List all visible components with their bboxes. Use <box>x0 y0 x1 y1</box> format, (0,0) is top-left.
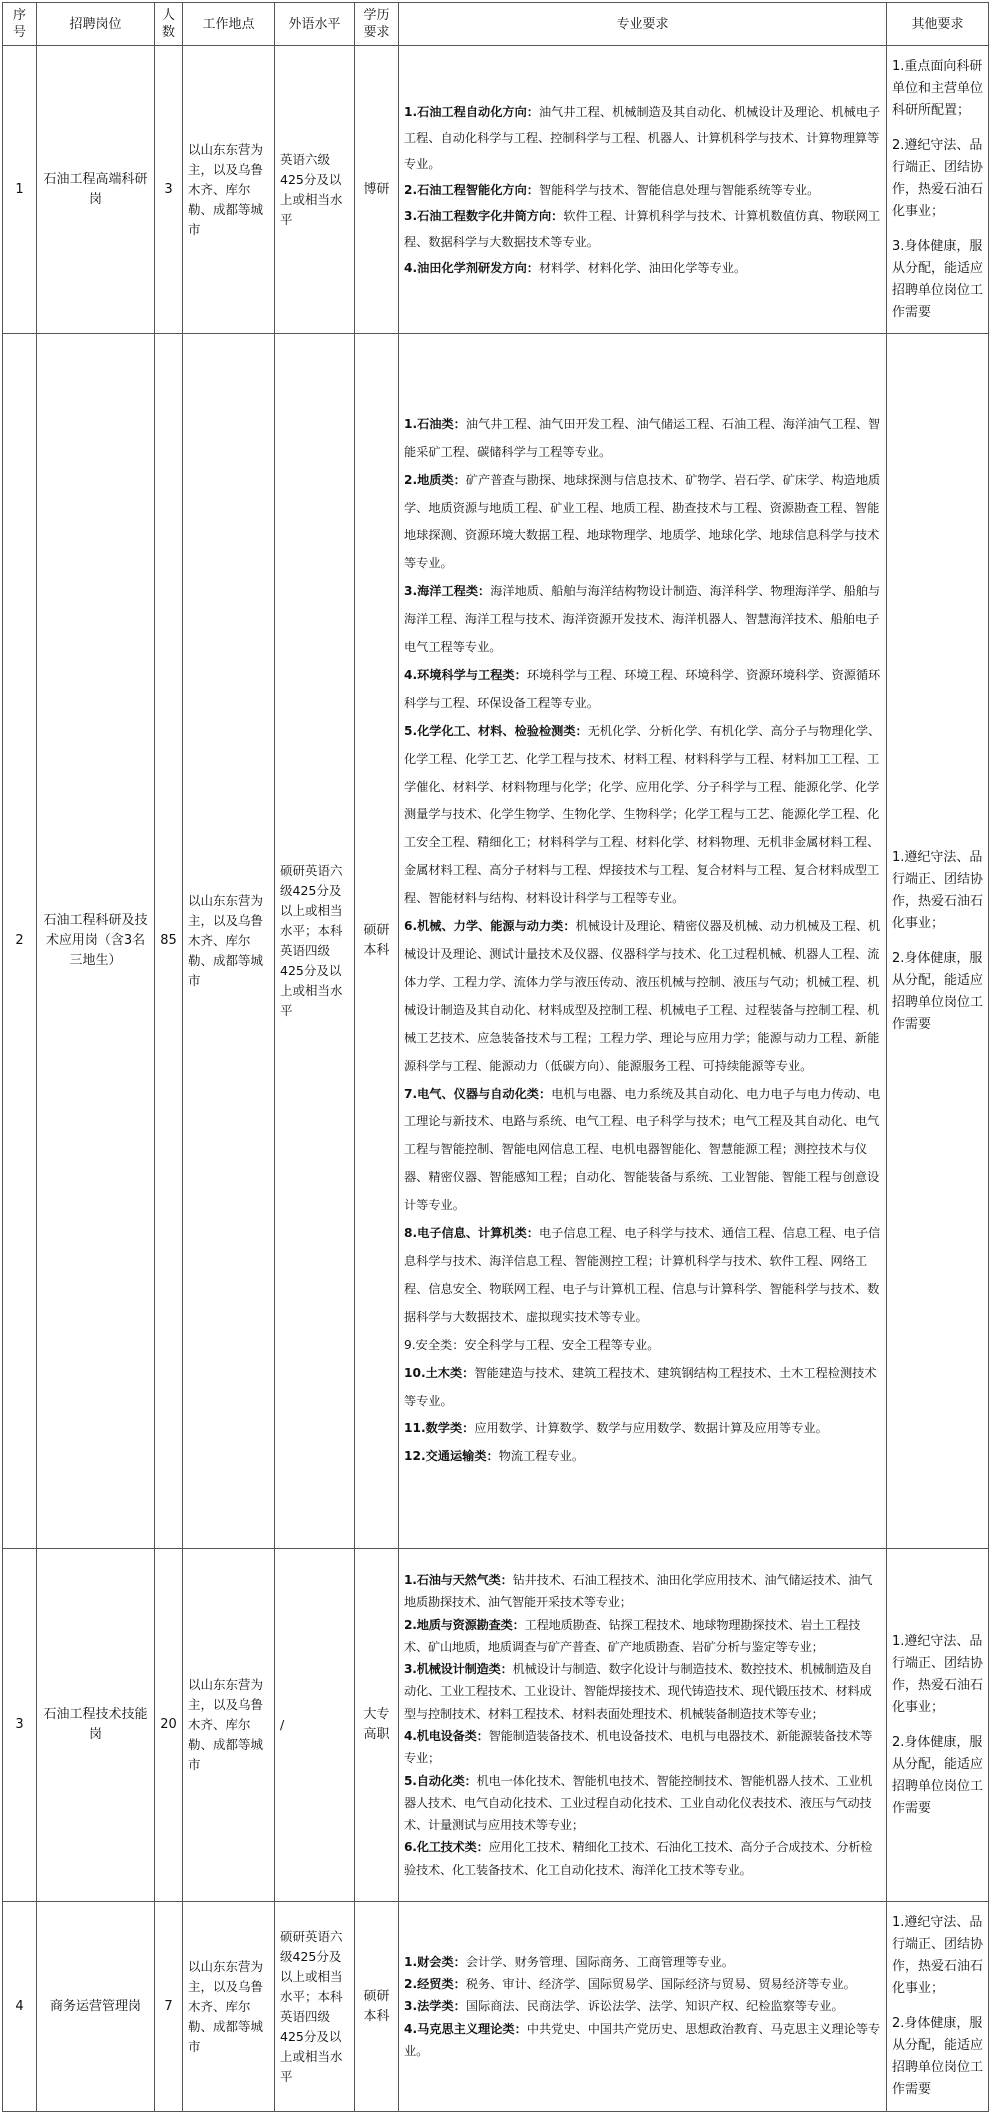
location-cell: 以山东东营为主，以及乌鲁木齐、库尔勒、成都等城市 <box>183 334 275 1549</box>
major-list: 应用化工技术、精细化工技术、石油化工技术、高分子合成技术、分析检验技术、化工装备技术、化工自动化技术、海洋化工技术等专业。 <box>404 1840 873 1877</box>
header-row <box>3 3 989 46</box>
table-row <box>3 1902 989 2112</box>
major-list: 国际商法、民商法学、诉讼法学、法学、知识产权、纪检监察等专业。 <box>465 1999 844 2014</box>
major-requirements-cell <box>399 1549 887 1902</box>
table-row <box>3 46 989 334</box>
major-category: 4.机电设备类： <box>404 1729 489 1743</box>
major-list: 无机化学、分析化学、有机化学、高分子与物理化学、化学工程、化学工艺、化学工程与技术、材料工程、材料科学与工程、材料加工工程、工学催化、材料学、材料物理与化学；化学、应用化学、分子科学与工程、能源化学、化学测量学与技术、化学生物学、生物化学、生物科学；化学工程与工艺、能源化学工程、化工安全工程、精细化工；材料科学与工程、材料化学、材料物理、无机非金属材料工程、金属材料工程、高分子材料与工程、焊接技术与工程、复合材料与工程、复合材料成型工程、智能材料与结构、材料设计科学与工程等专业。 <box>404 723 881 906</box>
major-list: 电机与电器、电力系统及其自动化、电力电子与电力传动、电工理论与新技术、电路与系统、电气工程、电子科学与技术；电气工程及其自动化、电气工程与智能控制、智能电网信息工程、电机电器智能化、智慧能源工程；测控技术与仪器、精密仪器、智能感知工程；自动化、智能装备与系统、工业智能、智能工程与创意设计等专业。 <box>404 1086 881 1213</box>
major-category: 6.化工技术类： <box>404 1840 489 1855</box>
other-requirement: 2.身体健康，服从分配，能适应招聘单位岗位工作需要 <box>892 2016 984 2097</box>
major-item <box>404 1332 881 1360</box>
major-item <box>404 1658 881 1725</box>
major-category: 4.马克思主义理论类： <box>404 2021 527 2036</box>
major-item <box>404 1770 881 1837</box>
major-list: 机械设计及理论、精密仪器及机械、动力机械及工程、机械设计及理论、测试计量技术及仪器、仪器科学与技术、化工过程机械、机器人工程、流体力学、工程力学、流体力学与液压传动、液压机械与控制、液压与气动；机械工程、机械设计制造及其自动化、材料成型及控制工程、机械电子工程、过程装备与控制工程、机械工艺技术、应急装备技术与工程；工程力学、理论与应用力学；能源与动力工程、新能源科学与工程、能源动力（低碳方向）、能源服务工程、可持续能源等专业。 <box>404 919 881 1073</box>
major-category: 4.环境科学与工程类： <box>404 667 527 682</box>
other-requirement: 2.遵纪守法、品行端正、团结协作，热爱石油石化事业； <box>892 137 984 219</box>
major-item <box>404 1836 881 1881</box>
major-category: 5.化学化工、材料、检验检测类： <box>404 723 588 738</box>
major-list: 油气井工程、机械制造及其自动化、机械设计及理论、机械电子工程、自动化科学与工程、控制科学与工程、机器人、计算机科学与技术、计算物理算等专业。 <box>404 104 881 171</box>
major-list: 智能科学与技术、智能信息处理与智能系统等专业。 <box>539 182 820 197</box>
header-language: 外语水平 <box>275 3 355 46</box>
major-list: 海洋地质、船舶与海洋结构物设计制造、海洋科学、物理海洋学、船舶与海洋工程、海洋工程与技术、海洋资源开发技术、海洋机器人、智慧海洋技术、船舶电子电气工程等专业。 <box>404 584 881 655</box>
major-item <box>404 662 881 718</box>
header-education: 学历要求 <box>355 3 399 46</box>
table-row <box>3 334 989 1549</box>
major-list: 智能建造与技术、建筑工程技术、建筑钢结构工程技术、土木工程检测技术等专业。 <box>404 1365 877 1408</box>
major-list: 油气井工程、油气田开发工程、油气储运工程、石油工程、海洋油气工程、智能采矿工程、碳储科学与工程等专业。 <box>404 416 881 459</box>
major-category: 6.机械、力学、能源与动力类： <box>404 919 576 934</box>
major-category: 11.数学类： <box>404 1421 475 1436</box>
count-cell: 3 <box>155 46 183 334</box>
major-category: 5.自动化类： <box>404 1773 477 1788</box>
major-category: 2.石油工程智能化方向： <box>404 182 539 197</box>
major-item <box>404 2018 881 2063</box>
other-requirements-cell <box>887 1902 989 2112</box>
header-other: 其他要求 <box>887 3 989 46</box>
major-list: 9.安全类：安全科学与工程、安全工程等专业。 <box>404 1337 660 1352</box>
row-number: 1 <box>3 46 37 334</box>
major-category: 3.机械设计制造类： <box>404 1662 513 1677</box>
other-requirement: 2.身体健康，服从分配，能适应招聘单位岗位工作需要 <box>892 1734 984 1816</box>
location-cell: 以山东东营为主，以及乌鲁木齐、库尔勒、成都等城市 <box>183 46 275 334</box>
major-category: 3.海洋工程类： <box>404 584 491 599</box>
major-list: 会计学、财务管理、国际商务、工商管理等专业。 <box>465 1954 734 1969</box>
count-cell: 7 <box>155 1902 183 2112</box>
major-requirements-cell <box>399 46 887 334</box>
major-item <box>404 1081 881 1221</box>
major-category: 3.法学类： <box>404 1999 466 2014</box>
major-list: 环境科学与工程、环境工程、环境科学、资源环境科学、资源循环科学与工程、环保设备工程等专业。 <box>404 667 881 710</box>
position-cell: 石油工程科研及技术应用岗（含3名三地生） <box>37 334 155 1549</box>
major-category: 1.财会类： <box>404 1954 466 1969</box>
other-requirement: 2.身体健康，服从分配，能适应招聘单位岗位工作需要 <box>892 950 984 1032</box>
other-requirements-cell <box>887 334 989 1549</box>
recruitment-table <box>2 2 989 2112</box>
major-item <box>404 1569 881 1614</box>
major-item <box>404 578 881 662</box>
major-list: 应用数学、计算数学、数学与应用数学、数据计算及应用等专业。 <box>474 1421 828 1436</box>
major-item <box>404 1415 881 1443</box>
major-list: 矿产普查与勘探、地球探测与信息技术、矿物学、岩石学、矿床学、构造地质学、地质资源与地质工程、矿业工程、地质工程、勘查技术与工程、资源勘查工程、智能地球探测、资源环境大数据工程、地球物理学、地质学、地球化学、地球信息科学与技术等专业。 <box>404 472 881 571</box>
major-list: 智能制造装备技术、机电设备技术、电机与电器技术、新能源装备技术等专业； <box>404 1729 873 1766</box>
language-cell: 硕研英语六级425分及以上或相当水平；本科英语四级425分及以上或相当水平 <box>275 334 355 1549</box>
major-item <box>404 177 881 203</box>
major-category: 12.交通运输类： <box>404 1449 499 1464</box>
major-list: 机械设计与制造、数字化设计与制造技术、数控技术、机械制造及自动化、工业工程技术、工业设计、智能焊接技术、现代铸造技术、现代锻压技术、材料成型与控制技术、材料工程技术、材料表面处理技术、机械装备制造技术等专业； <box>404 1662 873 1721</box>
other-requirement: 1.遵纪守法、品行端正、团结协作，热爱石油石化事业； <box>892 849 984 931</box>
header-major: 专业要求 <box>399 3 887 46</box>
position-cell: 石油工程高端科研岗 <box>37 46 155 334</box>
row-number: 2 <box>3 334 37 1549</box>
major-item <box>404 1973 881 1995</box>
education-cell: 大专高职 <box>355 1549 399 1902</box>
language-cell: / <box>275 1549 355 1902</box>
major-requirements-cell <box>399 334 887 1549</box>
major-list: 材料学、材料化学、油田化学等专业。 <box>539 260 747 275</box>
row-number: 3 <box>3 1549 37 1902</box>
major-category: 2.经贸类： <box>404 1977 466 1992</box>
other-requirement: 3.身体健康，服从分配，能适应招聘单位岗位工作需要 <box>892 238 984 320</box>
row-number: 4 <box>3 1902 37 2112</box>
table-row <box>3 1549 989 1902</box>
major-category: 1.石油与天然气类： <box>404 1572 513 1587</box>
major-category: 2.地质类： <box>404 472 466 487</box>
major-list: 物流工程专业。 <box>498 1449 585 1464</box>
major-item <box>404 1951 881 1973</box>
major-category: 3.石油工程数字化井筒方向： <box>404 208 564 223</box>
major-item <box>404 1995 881 2017</box>
major-category: 7.电气、仪器与自动化类： <box>404 1086 552 1101</box>
major-requirements-cell <box>399 1902 887 2112</box>
other-requirement: 1.遵纪守法、品行端正、团结协作，热爱石油石化事业； <box>892 1633 984 1715</box>
major-item <box>404 411 881 467</box>
major-item <box>404 1360 881 1416</box>
major-item <box>404 255 881 281</box>
major-item <box>404 1725 881 1770</box>
header-location: 工作地点 <box>183 3 275 46</box>
major-item <box>404 99 881 177</box>
education-cell: 博研 <box>355 46 399 334</box>
location-cell: 以山东东营为主，以及乌鲁木齐、库尔勒、成都等城市 <box>183 1549 275 1902</box>
count-cell: 85 <box>155 334 183 1549</box>
major-category: 10.土木类： <box>404 1365 475 1380</box>
major-item <box>404 203 881 255</box>
header-position: 招聘岗位 <box>37 3 155 46</box>
major-category: 2.地质与资源勘查类： <box>404 1617 525 1632</box>
header-count: 人数 <box>155 3 183 46</box>
major-item <box>404 467 881 579</box>
major-category: 4.油田化学剂研发方向： <box>404 260 539 275</box>
other-requirements-cell <box>887 1549 989 1902</box>
major-list: 电子信息工程、电子科学与技术、通信工程、信息工程、电子信息科学与技术、海洋信息工程、智能测控工程；计算机科学与技术、软件工程、网络工程、信息安全、物联网工程、电子与计算机工程、信息与计算科学、智能科学与技术、数据科学与大数据技术、虚拟现实技术等专业。 <box>404 1226 881 1324</box>
location-cell: 以山东东营为主，以及乌鲁木齐、库尔勒、成都等城市 <box>183 1902 275 2112</box>
other-requirement: 1.遵纪守法、品行端正、团结协作，热爱石油石化事业； <box>892 1915 984 1996</box>
major-category: 1.石油工程自动化方向： <box>404 104 539 119</box>
major-list: 软件工程、计算机科学与技术、计算机数值仿真、物联网工程、数据科学与大数据技术等专业。 <box>404 208 881 249</box>
count-cell: 20 <box>155 1549 183 1902</box>
major-item <box>404 1614 881 1659</box>
other-requirements-cell <box>887 46 989 334</box>
language-cell: 硕研英语六级425分及以上或相当水平；本科英语四级425分及以上或相当水平 <box>275 1902 355 2112</box>
education-cell: 硕研本科 <box>355 334 399 1549</box>
education-cell: 硕研本科 <box>355 1902 399 2112</box>
major-item <box>404 913 881 1080</box>
major-list: 税务、审计、经济学、国际贸易学、国际经济与贸易、贸易经济等专业。 <box>465 1977 856 1992</box>
language-cell: 英语六级425分及以上或相当水平 <box>275 46 355 334</box>
major-item <box>404 1220 881 1332</box>
major-list: 钻井技术、石油工程技术、油田化学应用技术、油气储运技术、油气地质勘探技术、油气智能开采技术等专业； <box>404 1572 873 1610</box>
major-item <box>404 718 881 913</box>
position-cell: 商务运营管理岗 <box>37 1902 155 2112</box>
major-list: 中共党史、中国共产党历史、思想政治教育、马克思主义理论等专业。 <box>404 2021 881 2058</box>
header-no: 序号 <box>3 3 37 46</box>
major-list: 工程地质勘查、钻探工程技术、地球物理勘探技术、岩土工程技术、矿山地质，地质调查与矿产普查、矿产地质勘查、岩矿分析与鉴定等专业； <box>404 1617 861 1654</box>
major-list: 机电一体化技术、智能机电技术、智能控制技术、智能机器人技术、工业机器人技术、电气自动化技术、工业过程自动化技术、工业自动化仪表技术、液压与气动技术、计量测试与应用技术等专业； <box>404 1773 873 1833</box>
position-cell: 石油工程技术技能岗 <box>37 1549 155 1902</box>
major-category: 8.电子信息、计算机类： <box>404 1226 539 1241</box>
major-category: 1.石油类： <box>404 416 466 431</box>
other-requirement: 1.重点面向科研单位和主营单位科研所配置； <box>892 58 984 118</box>
major-item <box>404 1443 881 1471</box>
